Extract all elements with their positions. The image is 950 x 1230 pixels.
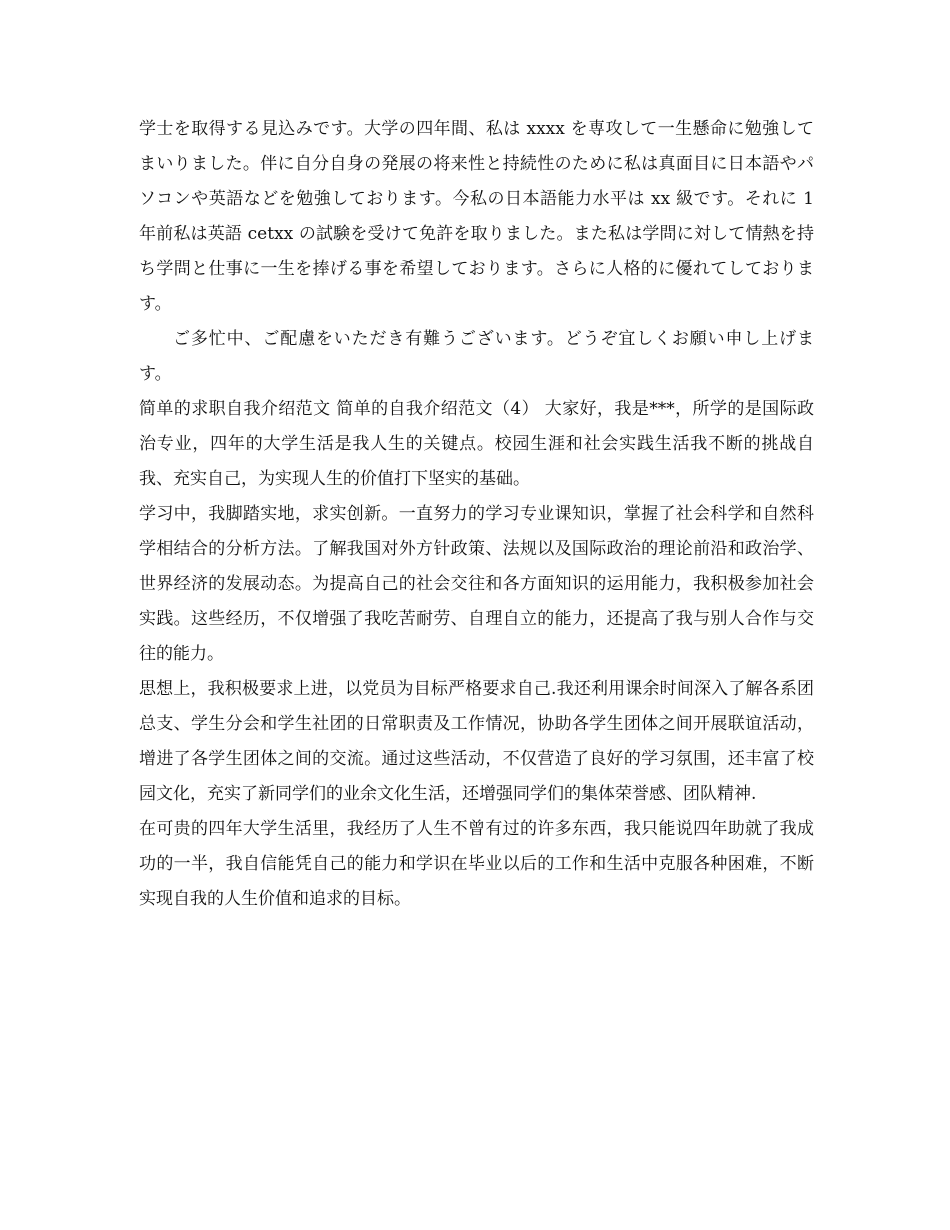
paragraph-chinese-intro: 简单的求职自我介绍范文 简单的自我介绍范文（4） 大家好，我是***，所学的是国际政治专业，四年的大学生活是我人生的关键点。校园生涯和社会实践生活我不断的挑战自我、充实自己，为实现人生的价值打下坚实的基础。	[139, 399, 814, 489]
paragraph-conclusion: 在可贵的四年大学生活里，我经历了人生不曾有过的许多东西，我只能说四年助就了我成功的一半，我自信能凭自己的能力和学识在毕业以后的工作和生活中克服各种困难，不断实现自我的人生价值和追求的目标。	[139, 819, 814, 909]
paragraph-ideology: 思想上，我积极要求上进，以党员为目标严格要求自己.我还利用课余时间深入了解各系团总支、学生分会和学生社团的日常职责及工作情况，协助各学生团体之间开展联谊活动，增进了各学生团体之间的交流。通过这些活动，不仅营造了良好的学习氛围，还丰富了校园文化，充实了新同学们的业余文化生活，还增强同学们的集体荣誉感、团队精神.	[139, 679, 814, 804]
document-page	[139, 112, 814, 917]
paragraph-study: 学习中，我脚踏实地，求实创新。一直努力的学习专业课知识，掌握了社会科学和自然科学相结合的分析方法。了解我国对外方针政策、法规以及国际政治的理论前沿和政治学、世界经济的发展动态。为提高自己的社会交往和各方面知识的运用能力，我积极参加社会实践。这些经历，不仅增强了我吃苦耐劳、自理自立的能力，还提高了我与别人合作与交往的能力。	[139, 504, 814, 664]
paragraph-japanese-intro: 学士を取得する見込みです。大学の四年間、私は xxxx を専攻して一生懸命に勉強してまいりました。伴に自分自身の発展の将来性と持続性のために私は真面目に日本語やパソコンや英語などを勉強しております。今私の日本語能力水平は xx 級です。それに 1 年前私は英語 cetxx の試験を受けて免許を取りました。また私は学問に対して情熱を持ち学問と仕事に一生を捧げる事を希望しております。さらに人格的に優れてしております。	[139, 119, 814, 314]
paragraph-japanese-closing: ご多忙中、ご配慮をいただき有難うございます。どうぞ宜しくお願い申し上げます。	[139, 329, 814, 384]
